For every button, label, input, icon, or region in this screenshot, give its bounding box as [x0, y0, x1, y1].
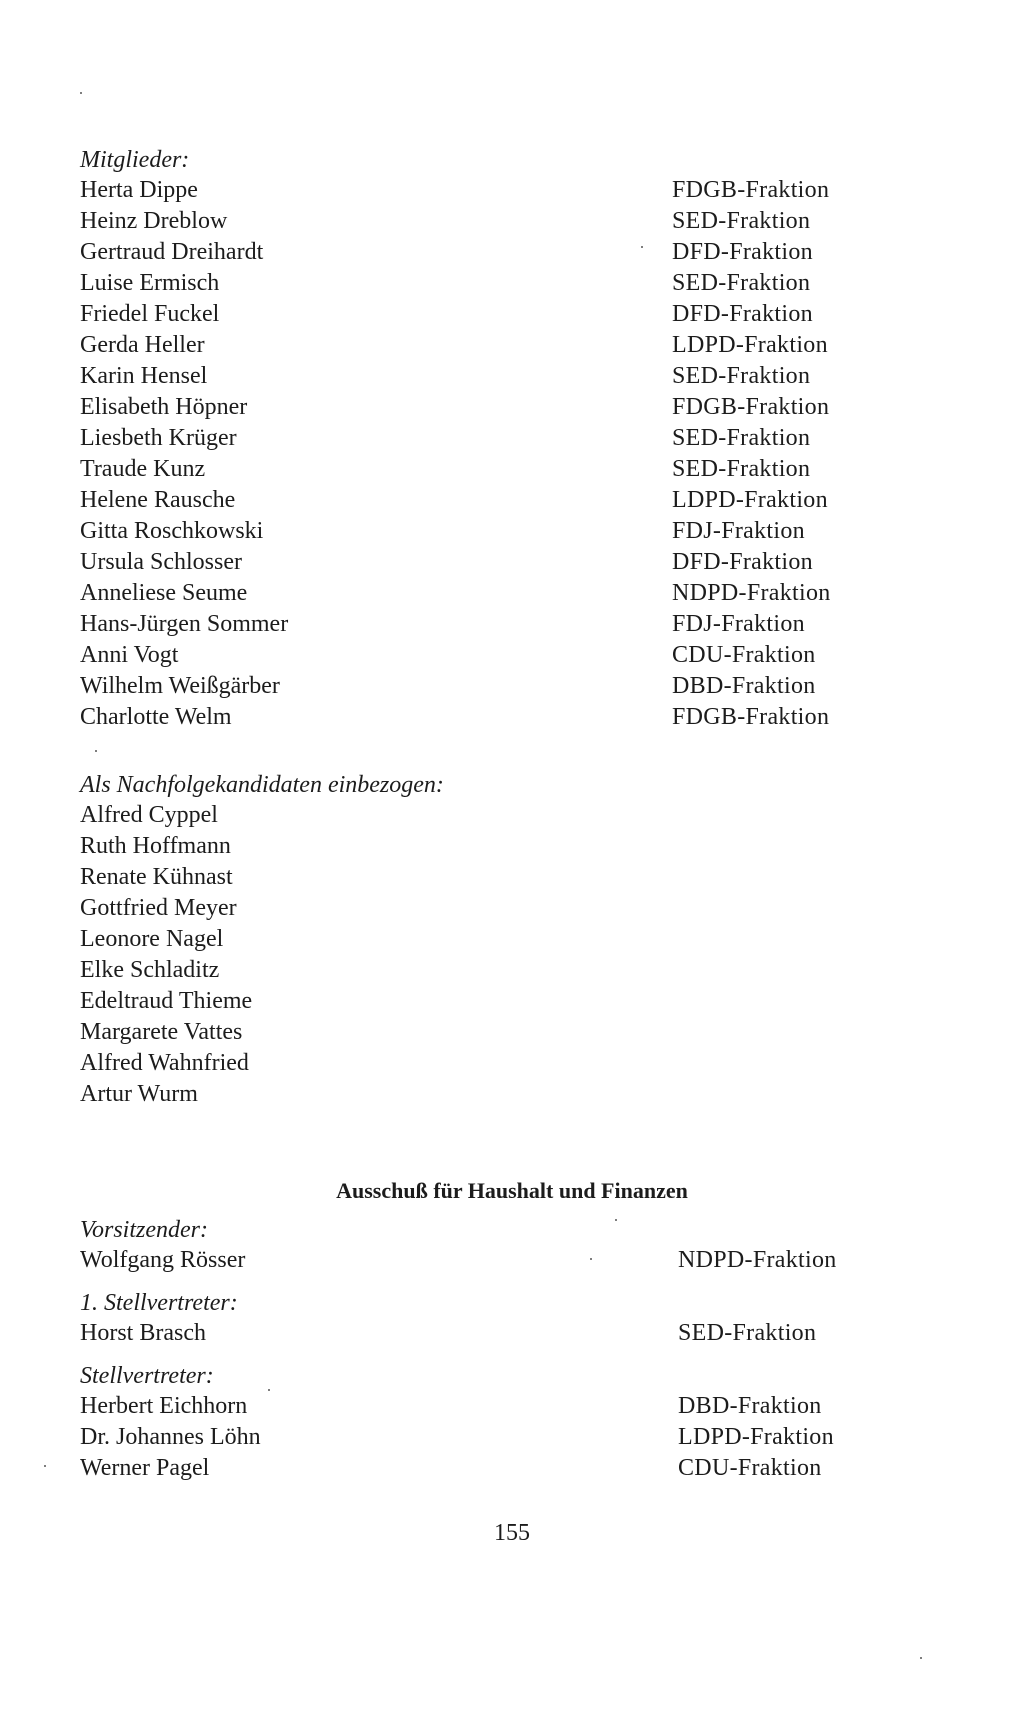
member-row	[80, 485, 870, 516]
member-party: SED-Fraktion	[672, 208, 811, 234]
scan-speck	[95, 750, 97, 752]
successor-name: Gottfried Meyer	[80, 895, 237, 921]
successor-name: Artur Wurm	[80, 1081, 198, 1107]
deputy-name: Werner Pagel	[80, 1455, 210, 1481]
successor-name: Renate Kühnast	[80, 864, 233, 890]
member-row	[80, 578, 870, 609]
member-row	[80, 330, 870, 361]
scan-speck	[44, 1465, 46, 1467]
deputy-party: DBD-Fraktion	[678, 1393, 822, 1419]
successor-name: Alfred Wahnfried	[80, 1050, 249, 1076]
member-party: LDPD-Fraktion	[672, 487, 828, 513]
member-name: Helene Rausche	[80, 487, 236, 513]
successor-name: Alfred Cyppel	[80, 802, 218, 828]
member-name: Karin Hensel	[80, 363, 208, 389]
scan-speck	[920, 1657, 922, 1659]
member-party: CDU-Fraktion	[672, 642, 816, 668]
member-name: Anni Vogt	[80, 642, 179, 668]
member-row	[80, 671, 870, 702]
members-label: Mitglieder:	[80, 147, 190, 173]
successor-name: Edeltraud Thieme	[80, 988, 253, 1014]
successor-row	[80, 955, 870, 986]
member-name: Hans-Jürgen Sommer	[80, 611, 289, 637]
member-name: Wilhelm Weißgärber	[80, 673, 280, 699]
member-party: FDGB-Fraktion	[672, 177, 830, 203]
member-row	[80, 609, 870, 640]
successor-name: Elke Schladitz	[80, 957, 220, 983]
member-name: Gitta Roschkowski	[80, 518, 264, 544]
member-row	[80, 206, 870, 237]
member-row	[80, 175, 870, 206]
member-party: LDPD-Fraktion	[672, 332, 828, 358]
member-row	[80, 516, 870, 547]
chair-name: Wolfgang Rösser	[80, 1247, 246, 1273]
deputy-row	[80, 1391, 870, 1422]
member-row	[80, 702, 870, 733]
member-name: Gertraud Dreihardt	[80, 239, 264, 265]
successors-label: Als Nachfolgekandidaten einbezogen:	[80, 772, 444, 798]
member-row	[80, 454, 870, 485]
member-party: FDJ-Fraktion	[672, 611, 805, 637]
deputy-row	[80, 1453, 870, 1484]
member-name: Luise Ermisch	[80, 270, 220, 296]
successor-name: Ruth Hoffmann	[80, 833, 231, 859]
member-party: DFD-Fraktion	[672, 239, 813, 265]
successor-row	[80, 1079, 870, 1110]
successor-row	[80, 893, 870, 924]
successor-row	[80, 1017, 870, 1048]
chair-row	[80, 1245, 870, 1276]
successor-name: Leonore Nagel	[80, 926, 224, 952]
member-party: FDJ-Fraktion	[672, 518, 805, 544]
member-name: Liesbeth Krüger	[80, 425, 237, 451]
member-party: SED-Fraktion	[672, 425, 811, 451]
member-party: SED-Fraktion	[672, 456, 811, 482]
member-name: Gerda Heller	[80, 332, 205, 358]
member-row	[80, 268, 870, 299]
member-name: Elisabeth Höpner	[80, 394, 248, 420]
deputy-party: LDPD-Fraktion	[678, 1424, 834, 1450]
member-name: Friedel Fuckel	[80, 301, 220, 327]
member-name: Ursula Schlosser	[80, 549, 242, 575]
committee-heading: Ausschuß für Haushalt und Finanzen	[336, 1178, 688, 1203]
member-party: NDPD-Fraktion	[672, 580, 831, 606]
page-number: 155	[494, 1520, 530, 1546]
member-row	[80, 299, 870, 330]
member-row	[80, 361, 870, 392]
member-party: FDGB-Fraktion	[672, 704, 830, 730]
chair-label: Vorsitzender:	[80, 1217, 208, 1243]
successor-row	[80, 924, 870, 955]
member-row	[80, 423, 870, 454]
member-name: Herta Dippe	[80, 177, 198, 203]
scan-speck	[641, 246, 643, 248]
successor-row	[80, 1048, 870, 1079]
successor-row	[80, 862, 870, 893]
member-row	[80, 392, 870, 423]
member-row	[80, 237, 870, 268]
member-party: DFD-Fraktion	[672, 301, 813, 327]
scan-speck	[615, 1219, 617, 1221]
deputy-party: CDU-Fraktion	[678, 1455, 822, 1481]
deputy-name: Dr. Johannes Löhn	[80, 1424, 261, 1450]
deputy-name: Herbert Eichhorn	[80, 1393, 248, 1419]
first-deputy-party: SED-Fraktion	[678, 1320, 817, 1346]
member-party: DBD-Fraktion	[672, 673, 816, 699]
scan-speck	[590, 1258, 592, 1260]
member-name: Heinz Dreblow	[80, 208, 228, 234]
member-party: FDGB-Fraktion	[672, 394, 830, 420]
member-row	[80, 547, 870, 578]
first-deputy-name: Horst Brasch	[80, 1320, 206, 1346]
member-party: SED-Fraktion	[672, 270, 811, 296]
member-party: DFD-Fraktion	[672, 549, 813, 575]
deputies-label: Stellvertreter:	[80, 1363, 214, 1389]
successor-row	[80, 800, 870, 831]
member-name: Traude Kunz	[80, 456, 206, 482]
scan-speck	[268, 1389, 270, 1391]
first-deputy-label: 1. Stellvertreter:	[80, 1290, 238, 1316]
successor-name: Margarete Vattes	[80, 1019, 243, 1045]
chair-party: NDPD-Fraktion	[678, 1247, 837, 1273]
successor-row	[80, 831, 870, 862]
successor-row	[80, 986, 870, 1017]
member-name: Anneliese Seume	[80, 580, 248, 606]
member-row	[80, 640, 870, 671]
first-deputy-row	[80, 1318, 870, 1349]
member-party: SED-Fraktion	[672, 363, 811, 389]
scan-speck	[80, 92, 82, 94]
member-name: Charlotte Welm	[80, 704, 232, 730]
deputy-row	[80, 1422, 870, 1453]
